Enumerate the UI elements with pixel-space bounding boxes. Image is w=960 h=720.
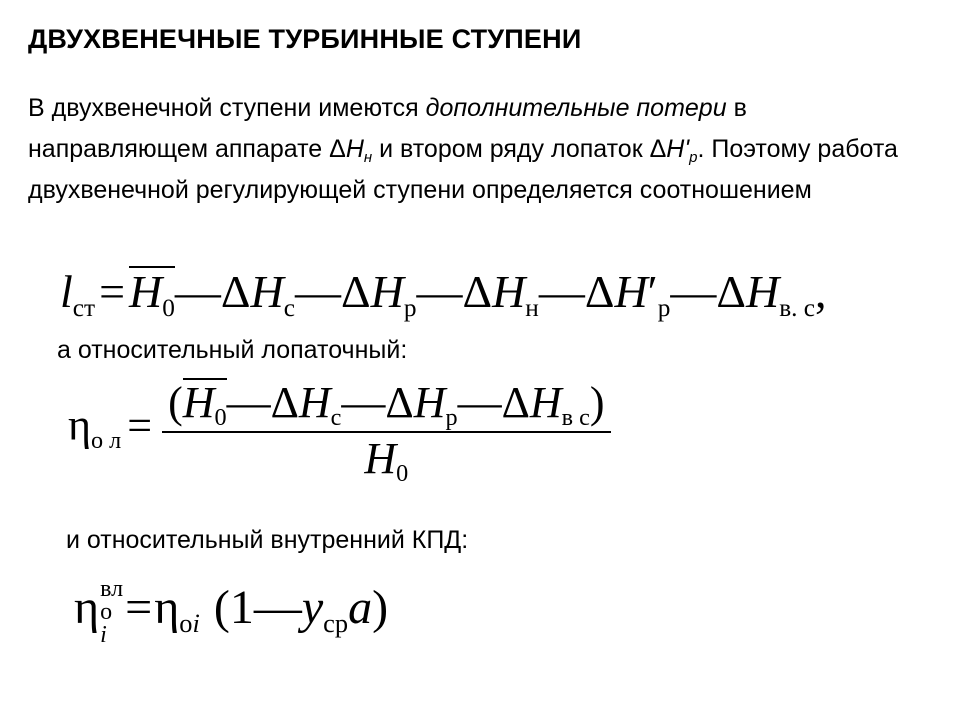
formula-blade-efficiency	[68, 378, 611, 488]
slide-title: ДВУХВЕНЕЧНЫЕ ТУРБИННЫЕ СТУПЕНИ	[28, 24, 582, 54]
formula-1-sub-p: р	[403, 293, 417, 322]
formula-2-numerator: (H0—ΔHс—ΔHр—ΔHв с)	[162, 378, 610, 433]
intro-paragraph	[28, 88, 928, 211]
formula-1-l: l	[60, 266, 73, 317]
formula-3-sup: вл	[100, 576, 124, 602]
formula-3-eta: η	[74, 581, 100, 635]
formula-1-h-vs: H	[745, 266, 780, 317]
formula-2-eta-sub: о л	[91, 427, 122, 455]
formula-1-comma: ,	[815, 266, 827, 317]
formula-3-a: a	[348, 581, 373, 635]
formula-internal-efficiency	[74, 578, 388, 646]
formula-3-eq: =	[125, 581, 153, 635]
intro-italic-losses: дополнительные потери	[425, 94, 727, 122]
formula-1-delta: Δ	[462, 266, 493, 317]
formula-3-y: y	[301, 581, 324, 635]
formula-1-h-n: H	[492, 266, 526, 317]
formula-2-h0: H0	[182, 378, 227, 432]
formula-1-delta: Δ	[716, 266, 746, 317]
intro-sub-r: р	[689, 149, 698, 166]
formula-3-eta-rhs: η	[154, 581, 180, 635]
formula-3-rparen: )	[372, 581, 389, 635]
formula-1-h-p: H	[370, 266, 404, 317]
formula-1-minus: —	[538, 266, 585, 317]
formula-1-sub-n: н	[525, 293, 539, 322]
formula-1-eq: =	[99, 266, 126, 317]
formula-1-h-c: H	[250, 266, 284, 317]
formula-3-y-sub: ср	[323, 608, 349, 639]
intro-var-h-prime: H'	[666, 135, 690, 163]
formula-1-minus: —	[174, 266, 221, 317]
formula-1-delta: Δ	[584, 266, 615, 317]
formula-3-rhs-sub: oi	[179, 608, 200, 639]
formula-2-fraction	[162, 378, 610, 488]
formula-1-l-sub: ст	[72, 293, 96, 322]
formula-1-h-prime: H	[614, 266, 648, 317]
formula-1-sub-c: с	[283, 293, 295, 322]
formula-2-eta: η	[68, 400, 92, 450]
formula-1-minus: —	[294, 266, 341, 317]
formula-1-sub-p-prime: р	[657, 293, 671, 322]
formula-3-lparen: (	[213, 581, 230, 635]
formula-3-eta-indices: вл o i	[100, 576, 124, 648]
intro-sub-n: н	[363, 149, 373, 166]
intro-text-2: в направляющем аппарате Δ	[28, 94, 747, 163]
formula-1-prime: ′	[647, 266, 658, 317]
intro-text-4: . Поэтому работа двухвенечной регулирующей ступени определяется соотношением	[28, 135, 898, 204]
intro-var-h: H	[345, 135, 364, 163]
formula-3-minus: —	[253, 581, 302, 635]
formula-stage-work	[60, 266, 827, 322]
formula-1-minus: —	[670, 266, 717, 317]
text-relative-blade: а относительный лопаточный:	[57, 336, 408, 364]
intro-text-3: и втором ряду лопаток Δ	[372, 135, 667, 163]
intro-text-1: В двухвенечной ступени имеются	[28, 94, 426, 122]
formula-1-delta: Δ	[220, 266, 251, 317]
formula-1-sub-vs: в. с	[779, 293, 816, 322]
formula-1-minus: —	[416, 266, 463, 317]
formula-1-h0: H0	[129, 266, 175, 322]
formula-2-denominator: H0	[364, 434, 409, 488]
text-relative-internal: и относительный внутренний КПД:	[66, 526, 469, 554]
formula-1-delta: Δ	[340, 266, 371, 317]
formula-2-eq: =	[127, 400, 153, 450]
formula-3-one: 1	[229, 581, 254, 635]
